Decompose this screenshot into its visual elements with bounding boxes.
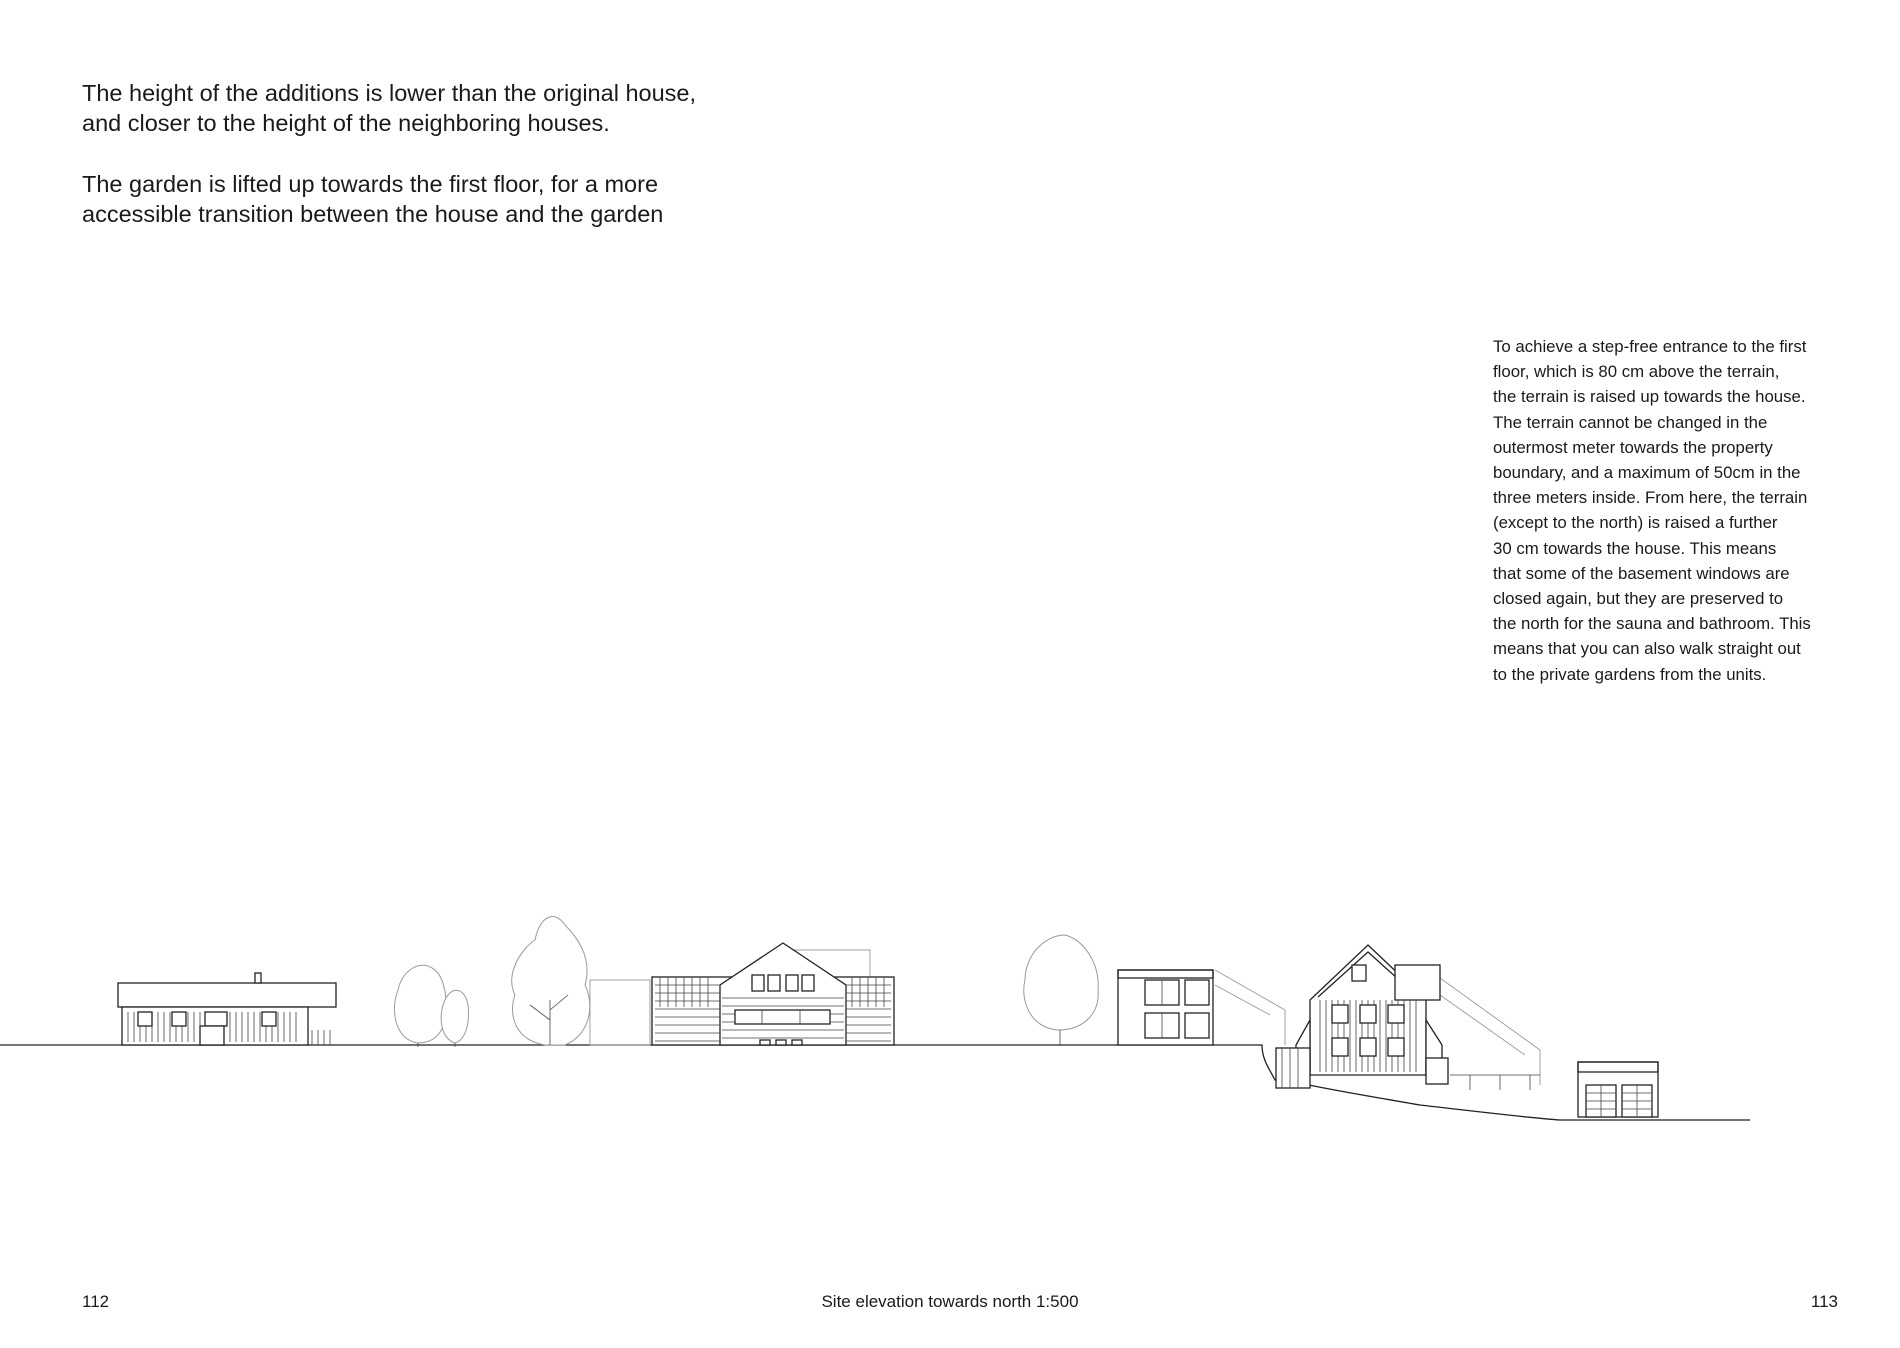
side-note-line: to the private gardens from the units. bbox=[1493, 664, 1767, 684]
side-note-line: To achieve a step-free entrance to the first bbox=[1493, 337, 1807, 356]
original-house bbox=[1276, 945, 1540, 1090]
side-note-line: boundary, and a maximum of 50cm in the bbox=[1493, 463, 1801, 483]
tree-group-3 bbox=[1024, 935, 1098, 1045]
side-note-line: The terrain cannot be changed in the bbox=[1493, 412, 1768, 432]
ground-line bbox=[0, 1045, 1750, 1120]
side-note-line: floor, which is 80 cm above the terrain, bbox=[1493, 362, 1780, 382]
side-note-line: three meters inside. From here, the terrain bbox=[1493, 488, 1808, 508]
side-note-line: the north for the sauna and bathroom. This bbox=[1493, 614, 1811, 634]
figure-caption: Site elevation towards north 1:500 bbox=[821, 1292, 1079, 1311]
modern-cube-house bbox=[1118, 970, 1285, 1045]
side-note-line: outermost meter towards the property bbox=[1493, 437, 1773, 457]
page-number-left: 112 bbox=[82, 1292, 110, 1311]
side-note-line: 30 cm towards the house. This means bbox=[1493, 538, 1777, 558]
intro-text bbox=[82, 78, 702, 260]
side-note-line: means that you can also walk straight out bbox=[1493, 639, 1801, 659]
side-note-line: closed again, but they are preserved to bbox=[1493, 589, 1784, 609]
tree-group-2 bbox=[512, 917, 590, 1045]
site-elevation-drawing bbox=[0, 880, 1900, 1140]
tree-group-1 bbox=[394, 965, 468, 1047]
bungalow-house bbox=[118, 973, 336, 1045]
intro-paragraph-1: The height of the additions is lower than the original house, and closer to the height of the neighboring houses. bbox=[82, 80, 697, 136]
page-number-right: 113 bbox=[1810, 1292, 1838, 1311]
central-house bbox=[590, 943, 894, 1045]
side-note-line: the terrain is raised up towards the house. bbox=[1493, 387, 1806, 407]
side-note bbox=[1493, 334, 1843, 687]
garage bbox=[1578, 1062, 1658, 1117]
intro-paragraph-2: The garden is lifted up towards the first floor, for a more accessible transition between the house and the garden bbox=[82, 171, 664, 227]
side-note-line: (except to the north) is raised a further bbox=[1493, 513, 1778, 533]
side-note-line: that some of the basement windows are bbox=[1493, 563, 1790, 583]
